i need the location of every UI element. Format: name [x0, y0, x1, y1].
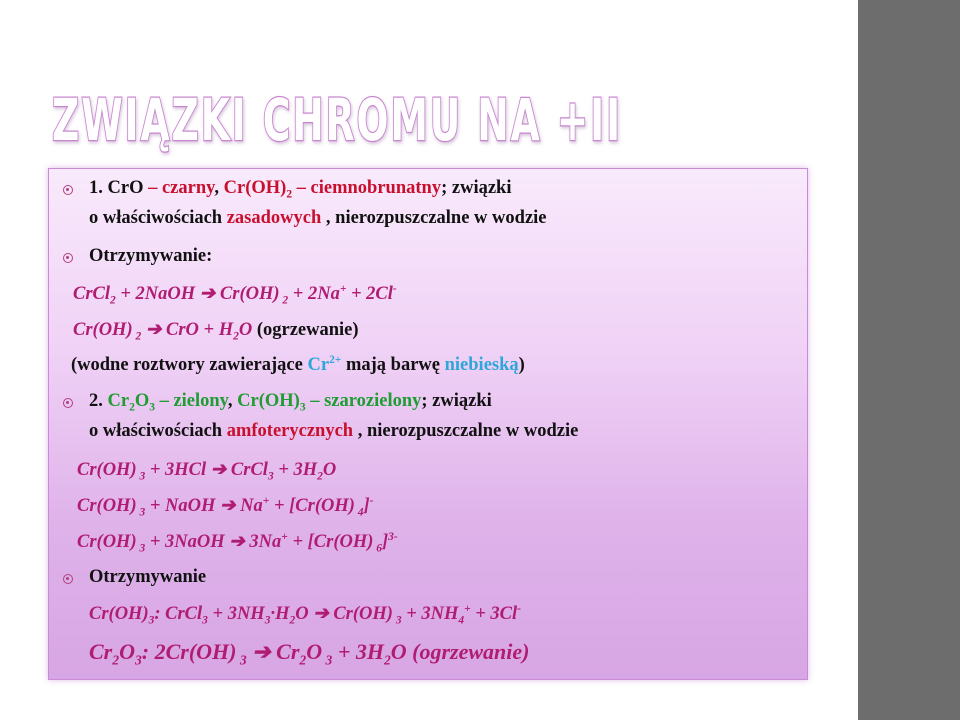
side-bar	[858, 0, 960, 720]
content-box	[48, 168, 808, 680]
slide-title	[52, 86, 832, 156]
equation-3: Cr(OH) $_3$ + 3HCl ➔ CrCl$_3$ + $3H_2O$	[77, 460, 337, 483]
bullet-icon	[63, 574, 73, 584]
item1-line2: o właściwościach zasadowych , nierozpuszczalne w wodzie	[89, 208, 547, 228]
arrow-icon: ➔	[199, 284, 216, 304]
arrow-icon: ➔	[229, 532, 245, 552]
note-line: (wodne roztwory zawierające $Cr^{2+}$ mają barwę niebieską)	[71, 353, 525, 375]
bullet-icon	[63, 185, 73, 195]
item2-line1: 2. $Cr_2O_3$ – zielony, $Cr(OH)_3$ – szarozielony; związki	[89, 391, 492, 414]
equation-7: $Cr_2O_3$: 2Cr(OH) $_3$ ➔ $Cr_2O$ $_3 + 3H_2O$ (ogrzewanie)	[89, 639, 530, 668]
bullet-icon	[63, 398, 73, 408]
otrzymywanie-heading-1: Otrzymywanie:	[89, 246, 213, 266]
equation-1: CrCl$_2$ + 2NaOH ➔ Cr(OH) $_2$ + 2Na+ + 2Cl-	[73, 282, 397, 307]
equation-4: Cr(OH) $_3$ + NaOH ➔ Na+ + [Cr(OH) $_4$]-	[77, 494, 374, 519]
arrow-icon: ➔	[246, 639, 271, 664]
item1-line1: 1. CrO – czarny, $Cr(OH)_2$ – ciemnobrunatny; związki	[89, 178, 512, 201]
arrow-icon: ➔	[210, 460, 227, 480]
bullet-icon	[63, 253, 73, 263]
arrow-icon: ➔	[313, 604, 329, 624]
item2-line2: o właściwościach amfoterycznych , nierozpuszczalne w wodzie	[89, 421, 579, 441]
arrow-icon: ➔	[220, 496, 236, 516]
equation-6: $Cr(OH)_3$: CrCl$_3$ + $3NH_3\cdot H_2O$ ➔ Cr(OH) $_3 + 3NH_4^+ + 3Cl^-$	[89, 602, 521, 627]
equation-2: Cr(OH) $_2$ ➔ CrO + $H_2O$ (ogrzewanie)	[73, 320, 359, 343]
slide-title-text: Związki chromu na +II	[52, 86, 622, 154]
otrzymywanie-heading-2: Otrzymywanie	[89, 567, 207, 587]
equation-5: Cr(OH) $_3$ + 3NaOH ➔ 3Na+ + [Cr(OH) $_6$]$^{3-}$	[77, 530, 398, 555]
arrow-icon: ➔	[141, 320, 162, 340]
